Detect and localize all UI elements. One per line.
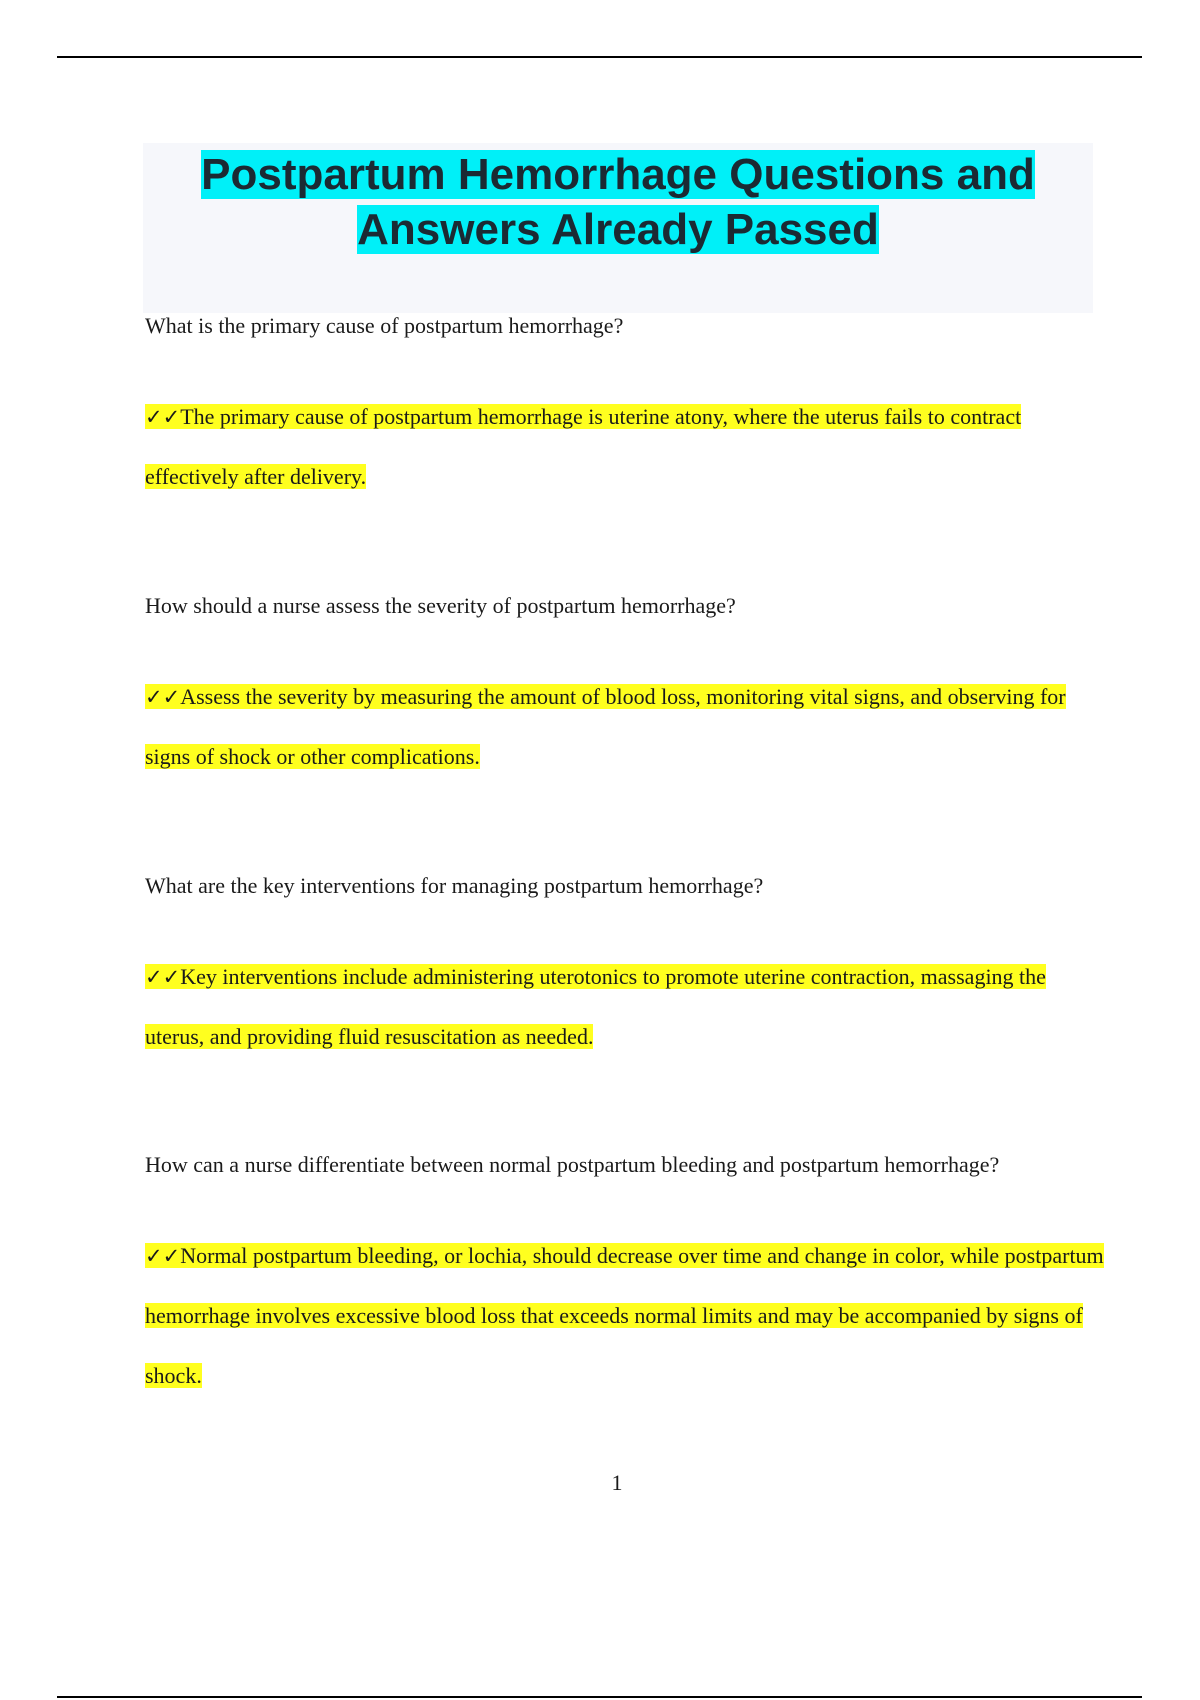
question-text: What are the key interventions for managing postpartum hemorrhage? [145,873,764,898]
top-rule [57,56,1142,58]
document-title: Postpartum Hemorrhage Questions and Answers Already Passed [201,150,1035,254]
question-text: How can a nurse differentiate between normal postpartum bleeding and postpartum hemorrhage? [145,1152,1000,1177]
check-icon: ✓✓ [145,685,181,709]
question-text: What is the primary cause of postpartum hemorrhage? [145,313,624,338]
qa-item-1 [145,313,1105,507]
page-number: 1 [611,1470,623,1495]
answer-text: ✓✓Normal postpartum bleeding, or lochia, should decrease over time and change in color, while postpartum hemorrhage involves excessive blood loss that exceeds normal limits and may be accompanied by signs of shock. [145,1243,1104,1388]
question-text: How should a nurse assess the severity of postpartum hemorrhage? [145,593,736,618]
check-icon: ✓✓ [145,405,181,429]
answer-text: ✓✓The primary cause of postpartum hemorrhage is uterine atony, where the uterus fails to contract effectively after delivery. [145,404,1022,489]
bottom-rule [57,1696,1142,1698]
answer-text: ✓✓Key interventions include administering uterotonics to promote uterine contraction, massaging the uterus, and providing fluid resuscitation as needed. [145,964,1046,1049]
check-icon: ✓✓ [145,965,181,989]
check-icon: ✓✓ [145,1244,181,1268]
qa-item-2 [145,593,1105,787]
qa-item-3 [145,873,1105,1067]
qa-item-4 [145,1152,1105,1406]
title-block [143,143,1093,313]
answer-text: ✓✓Assess the severity by measuring the amount of blood loss, monitoring vital signs, and observing for signs of shock or other complications. [145,684,1066,769]
